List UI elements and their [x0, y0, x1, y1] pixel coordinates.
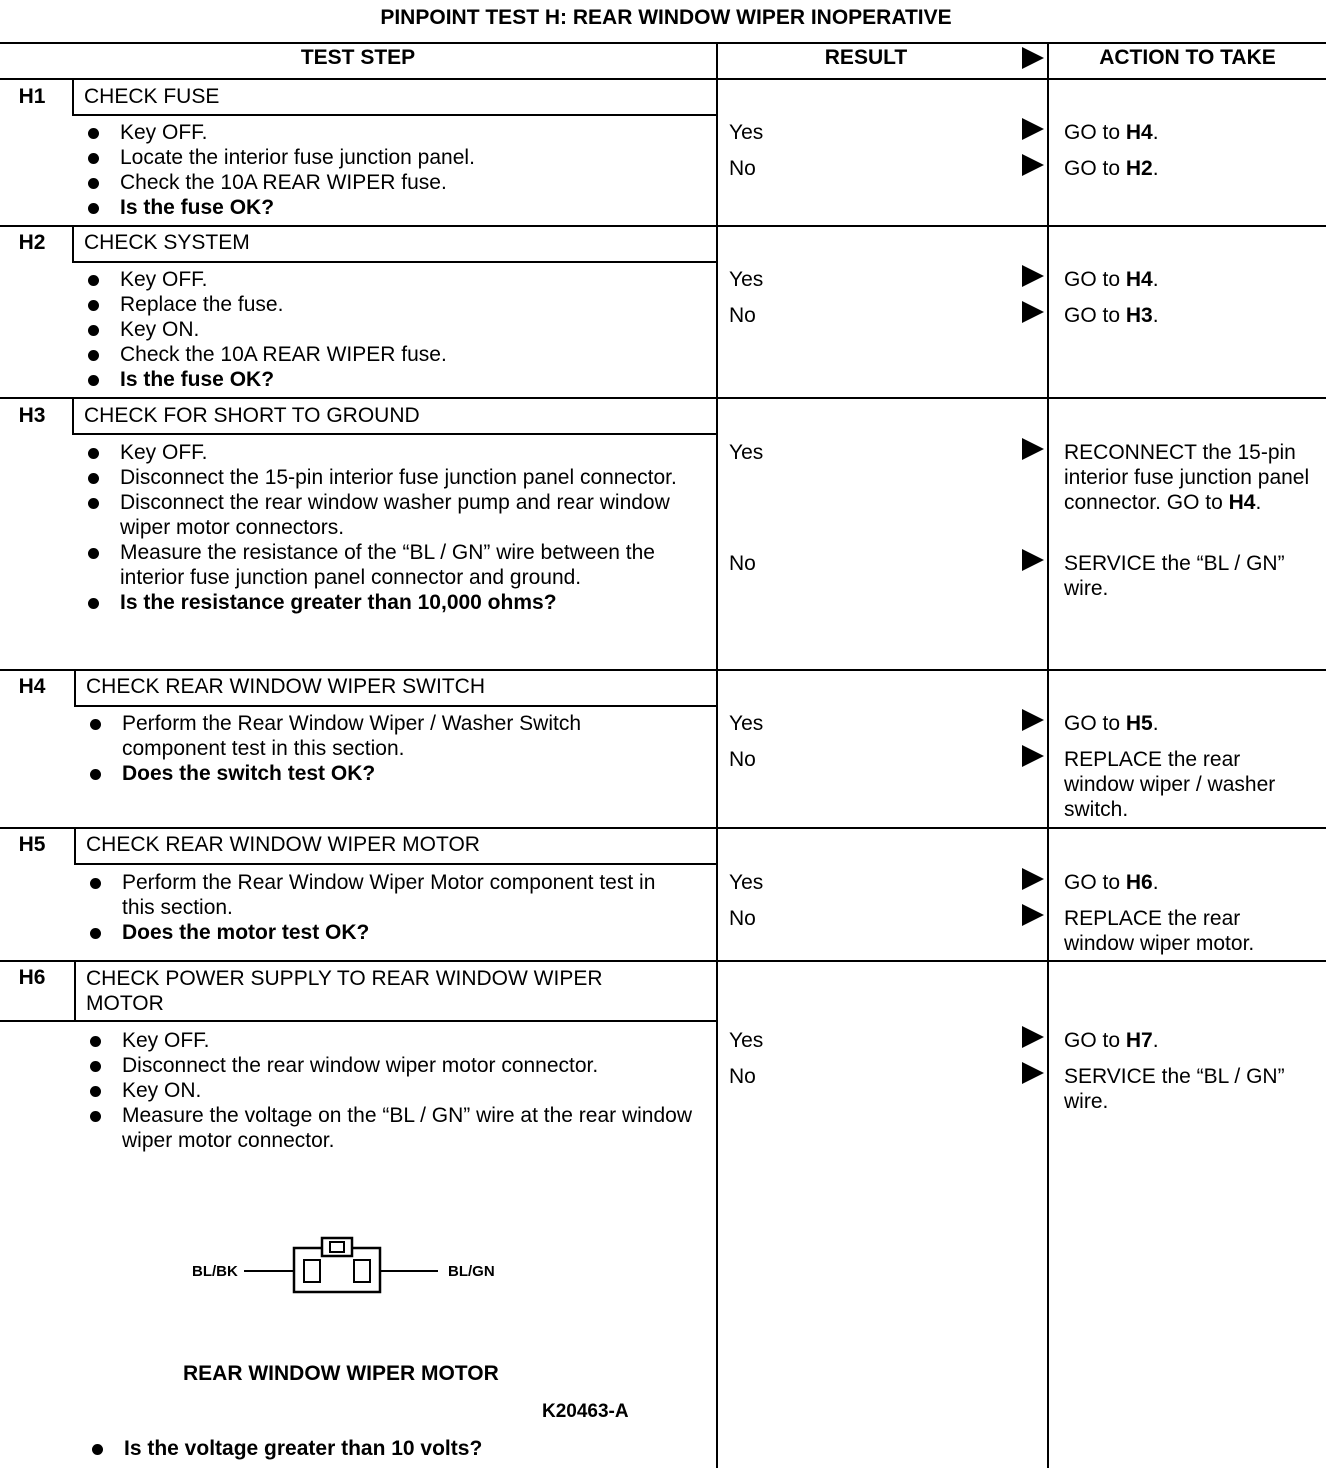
rule: [0, 1020, 716, 1022]
action-post: .: [1152, 121, 1159, 144]
connector-pin-cavity: [304, 1260, 320, 1282]
connector-diagram: [180, 1230, 520, 1310]
action-label: H4: [1125, 121, 1153, 144]
step-id: H1: [18, 85, 46, 108]
action-label: H7: [1125, 1029, 1153, 1052]
action-text: [1064, 1064, 1319, 1114]
rule: [74, 671, 76, 705]
action-text: [1064, 267, 1334, 292]
action-post: .: [1152, 712, 1159, 735]
step-bullets: [84, 1028, 704, 1153]
result-arrow-icon: [1022, 438, 1044, 460]
result-arrow-icon: [1022, 868, 1044, 890]
action-post: .: [1152, 1029, 1159, 1052]
result-arrow-icon: [1022, 265, 1044, 287]
bullet-item: Disconnect the rear window wiper motor connector.: [84, 1053, 704, 1078]
rule: [0, 397, 1326, 399]
header-arrow-icon: [1022, 47, 1044, 69]
rule: [72, 114, 716, 116]
bullet-item: Perform the Rear Window Wiper / Washer Switch component test in this section.: [84, 711, 684, 761]
connector-latch-inner: [330, 1242, 344, 1252]
action-label: H2: [1125, 157, 1153, 180]
result-text: No: [729, 907, 756, 930]
result-text: No: [729, 552, 756, 575]
result-arrow-icon: [1022, 709, 1044, 731]
action-label: H3: [1125, 304, 1153, 327]
action-pre: GO to: [1064, 157, 1126, 180]
action-label: H4: [1228, 491, 1256, 514]
bullet-item: Replace the fuse.: [82, 292, 712, 317]
step-id: H2: [18, 231, 46, 254]
action-pre: GO to: [1064, 304, 1126, 327]
rule: [72, 227, 74, 261]
rule: [74, 863, 716, 865]
bullet-item: Measure the voltage on the “BL / GN” wire at the rear window wiper motor connector.: [84, 1103, 704, 1153]
step-id: H5: [18, 833, 46, 856]
page-title: PINPOINT TEST H: REAR WINDOW WIPER INOPERATIVE: [380, 6, 952, 29]
bullet-item: Key OFF.: [82, 267, 712, 292]
bullet-item: Does the switch test OK?: [84, 761, 684, 786]
action-pre: GO to: [1064, 268, 1126, 291]
result-text: Yes: [729, 871, 764, 894]
rule: [0, 960, 1326, 962]
step-bullets: [82, 440, 682, 615]
action-text: [1064, 120, 1334, 145]
result-arrow-icon: [1022, 745, 1044, 767]
step-bullets: [84, 711, 684, 786]
step-title: CHECK POWER SUPPLY TO REAR WINDOW WIPER MOTOR: [86, 967, 603, 1015]
step-title: CHECK FUSE: [84, 85, 220, 108]
step-title: CHECK FOR SHORT TO GROUND: [84, 404, 420, 427]
rule: [716, 42, 718, 1468]
step-id: H3: [18, 404, 46, 427]
result-text: No: [729, 748, 756, 771]
bullet-item: Check the 10A REAR WIPER fuse.: [82, 170, 712, 195]
rule: [72, 80, 74, 114]
result-text: No: [729, 304, 756, 327]
action-text: [1064, 747, 1314, 822]
bullet-item: Key ON.: [82, 317, 712, 342]
bullet-item: Measure the resistance of the “BL / GN” wire between the interior fuse junction panel connector and ground.: [82, 540, 682, 590]
bullet-item: Check the 10A REAR WIPER fuse.: [82, 342, 712, 367]
action-pre: SERVICE the “BL / GN” wire.: [1064, 552, 1285, 600]
action-text: [1064, 870, 1334, 895]
rule: [0, 225, 1326, 227]
action-post: .: [1152, 268, 1159, 291]
result-arrow-icon: [1022, 1026, 1044, 1048]
rule: [72, 399, 74, 433]
action-header: ACTION TO TAKE: [1099, 46, 1276, 69]
bullet-item: Key OFF.: [82, 120, 712, 145]
result-text: Yes: [729, 712, 764, 735]
result-arrow-icon: [1022, 549, 1044, 571]
step-bullets: [84, 870, 684, 945]
step-bullets: [82, 267, 712, 392]
bullet-item: Is the fuse OK?: [82, 195, 712, 220]
bullet-item: Is the resistance greater than 10,000 ohms?: [82, 590, 682, 615]
action-pre: GO to: [1064, 712, 1126, 735]
step-title: CHECK REAR WINDOW WIPER SWITCH: [86, 675, 485, 698]
bullet-item: Perform the Rear Window Wiper Motor component test in this section.: [84, 870, 684, 920]
result-header: RESULT: [824, 46, 908, 69]
action-post: .: [1255, 491, 1262, 514]
result-text: No: [729, 157, 756, 180]
action-text: [1064, 303, 1334, 328]
bullet-item: Locate the interior fuse junction panel.: [82, 145, 712, 170]
bullet-item: Disconnect the rear window washer pump and rear window wiper motor connectors.: [82, 490, 682, 540]
rule: [0, 669, 1326, 671]
step-title: CHECK REAR WINDOW WIPER MOTOR: [86, 833, 480, 856]
action-pre: RECONNECT the 15-pin interior fuse junction panel connector. GO to: [1064, 441, 1310, 514]
result-arrow-icon: [1022, 118, 1044, 140]
action-label: H4: [1125, 268, 1153, 291]
step-title: CHECK SYSTEM: [84, 231, 250, 254]
result-text: Yes: [729, 1029, 764, 1052]
result-text: No: [729, 1065, 756, 1088]
final-question: [86, 1436, 706, 1461]
action-text: [1064, 906, 1304, 956]
connector-pin-cavity: [354, 1260, 370, 1282]
action-text: [1064, 440, 1334, 515]
action-post: .: [1152, 304, 1159, 327]
rule: [72, 261, 716, 263]
diagram-caption: REAR WINDOW WIPER MOTOR: [183, 1362, 499, 1385]
result-arrow-icon: [1022, 1062, 1044, 1084]
result-text: Yes: [729, 121, 764, 144]
step-id: H4: [18, 675, 46, 698]
rule: [74, 962, 76, 1020]
step-id: H6: [18, 966, 46, 989]
bullet-item: Is the voltage greater than 10 volts?: [86, 1436, 706, 1461]
rule: [1047, 42, 1049, 1468]
bullet-item: Key OFF.: [82, 440, 682, 465]
action-pre: GO to: [1064, 871, 1126, 894]
rule: [0, 42, 1326, 44]
rule: [74, 829, 76, 863]
action-text: [1064, 711, 1334, 736]
rule: [0, 827, 1326, 829]
action-text: [1064, 1028, 1334, 1053]
result-arrow-icon: [1022, 301, 1044, 323]
result-text: Yes: [729, 268, 764, 291]
action-pre: GO to: [1064, 1029, 1126, 1052]
rule: [0, 78, 1326, 80]
action-pre: REPLACE the rear window wiper / washer switch.: [1064, 748, 1276, 821]
result-text: Yes: [729, 441, 764, 464]
rule: [74, 705, 716, 707]
step-bullets: [82, 120, 712, 220]
action-text: [1064, 156, 1334, 181]
result-arrow-icon: [1022, 904, 1044, 926]
action-pre: GO to: [1064, 121, 1126, 144]
action-pre: REPLACE the rear window wiper motor.: [1064, 907, 1255, 955]
action-pre: SERVICE the “BL / GN” wire.: [1064, 1065, 1285, 1113]
action-post: .: [1152, 157, 1159, 180]
test-step-header: TEST STEP: [300, 46, 416, 69]
bullet-item: Key ON.: [84, 1078, 704, 1103]
left-wire-label: BL/BK: [192, 1263, 238, 1280]
action-post: .: [1152, 871, 1159, 894]
action-label: H6: [1125, 871, 1153, 894]
result-arrow-icon: [1022, 154, 1044, 176]
rule: [72, 433, 716, 435]
action-label: H5: [1125, 712, 1153, 735]
bullet-item: Key OFF.: [84, 1028, 704, 1053]
right-wire-label: BL/GN: [448, 1263, 495, 1280]
figure-id: K20463-A: [542, 1401, 629, 1422]
bullet-item: Does the motor test OK?: [84, 920, 684, 945]
bullet-item: Is the fuse OK?: [82, 367, 712, 392]
bullet-item: Disconnect the 15-pin interior fuse junction panel connector.: [82, 465, 682, 490]
action-text: [1064, 551, 1334, 601]
